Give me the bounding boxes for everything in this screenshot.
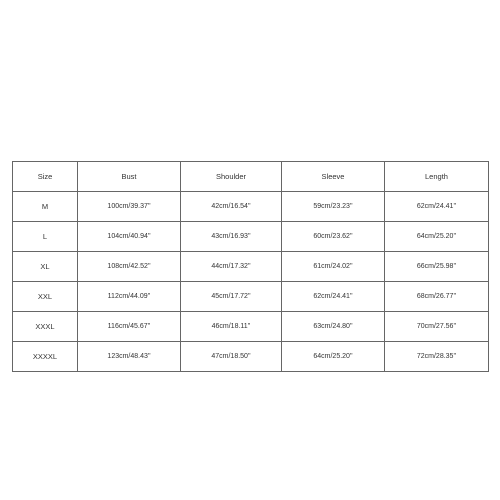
table-row	[13, 342, 489, 372]
header-bust: Bust	[78, 162, 181, 192]
sleeve-cell: 60cm/23.62''	[282, 222, 385, 252]
bust-cell: 100cm/39.37''	[78, 192, 181, 222]
size-chart-table	[12, 161, 489, 372]
size-cell: XL	[13, 252, 78, 282]
size-cell: XXXL	[13, 312, 78, 342]
bust-cell: 112cm/44.09''	[78, 282, 181, 312]
size-cell: XXL	[13, 282, 78, 312]
length-cell: 64cm/25.20''	[385, 222, 489, 252]
length-cell: 66cm/25.98''	[385, 252, 489, 282]
length-cell: 62cm/24.41''	[385, 192, 489, 222]
shoulder-cell: 42cm/16.54''	[181, 192, 282, 222]
table-row	[13, 312, 489, 342]
size-cell: XXXXL	[13, 342, 78, 372]
shoulder-cell: 47cm/18.50''	[181, 342, 282, 372]
sleeve-cell: 61cm/24.02''	[282, 252, 385, 282]
header-shoulder: Shoulder	[181, 162, 282, 192]
header-length: Length	[385, 162, 489, 192]
shoulder-cell: 46cm/18.11''	[181, 312, 282, 342]
table-row	[13, 192, 489, 222]
table-header-row	[13, 162, 489, 192]
size-cell: M	[13, 192, 78, 222]
sleeve-cell: 59cm/23.23''	[282, 192, 385, 222]
bust-cell: 123cm/48.43''	[78, 342, 181, 372]
length-cell: 68cm/26.77''	[385, 282, 489, 312]
length-cell: 72cm/28.35''	[385, 342, 489, 372]
header-size: Size	[13, 162, 78, 192]
sleeve-cell: 62cm/24.41''	[282, 282, 385, 312]
table-row	[13, 252, 489, 282]
shoulder-cell: 44cm/17.32''	[181, 252, 282, 282]
size-cell: L	[13, 222, 78, 252]
table-row	[13, 222, 489, 252]
sleeve-cell: 64cm/25.20''	[282, 342, 385, 372]
bust-cell: 116cm/45.67''	[78, 312, 181, 342]
sleeve-cell: 63cm/24.80''	[282, 312, 385, 342]
shoulder-cell: 43cm/16.93''	[181, 222, 282, 252]
length-cell: 70cm/27.56''	[385, 312, 489, 342]
header-sleeve: Sleeve	[282, 162, 385, 192]
table-row	[13, 282, 489, 312]
shoulder-cell: 45cm/17.72''	[181, 282, 282, 312]
bust-cell: 104cm/40.94''	[78, 222, 181, 252]
bust-cell: 108cm/42.52''	[78, 252, 181, 282]
